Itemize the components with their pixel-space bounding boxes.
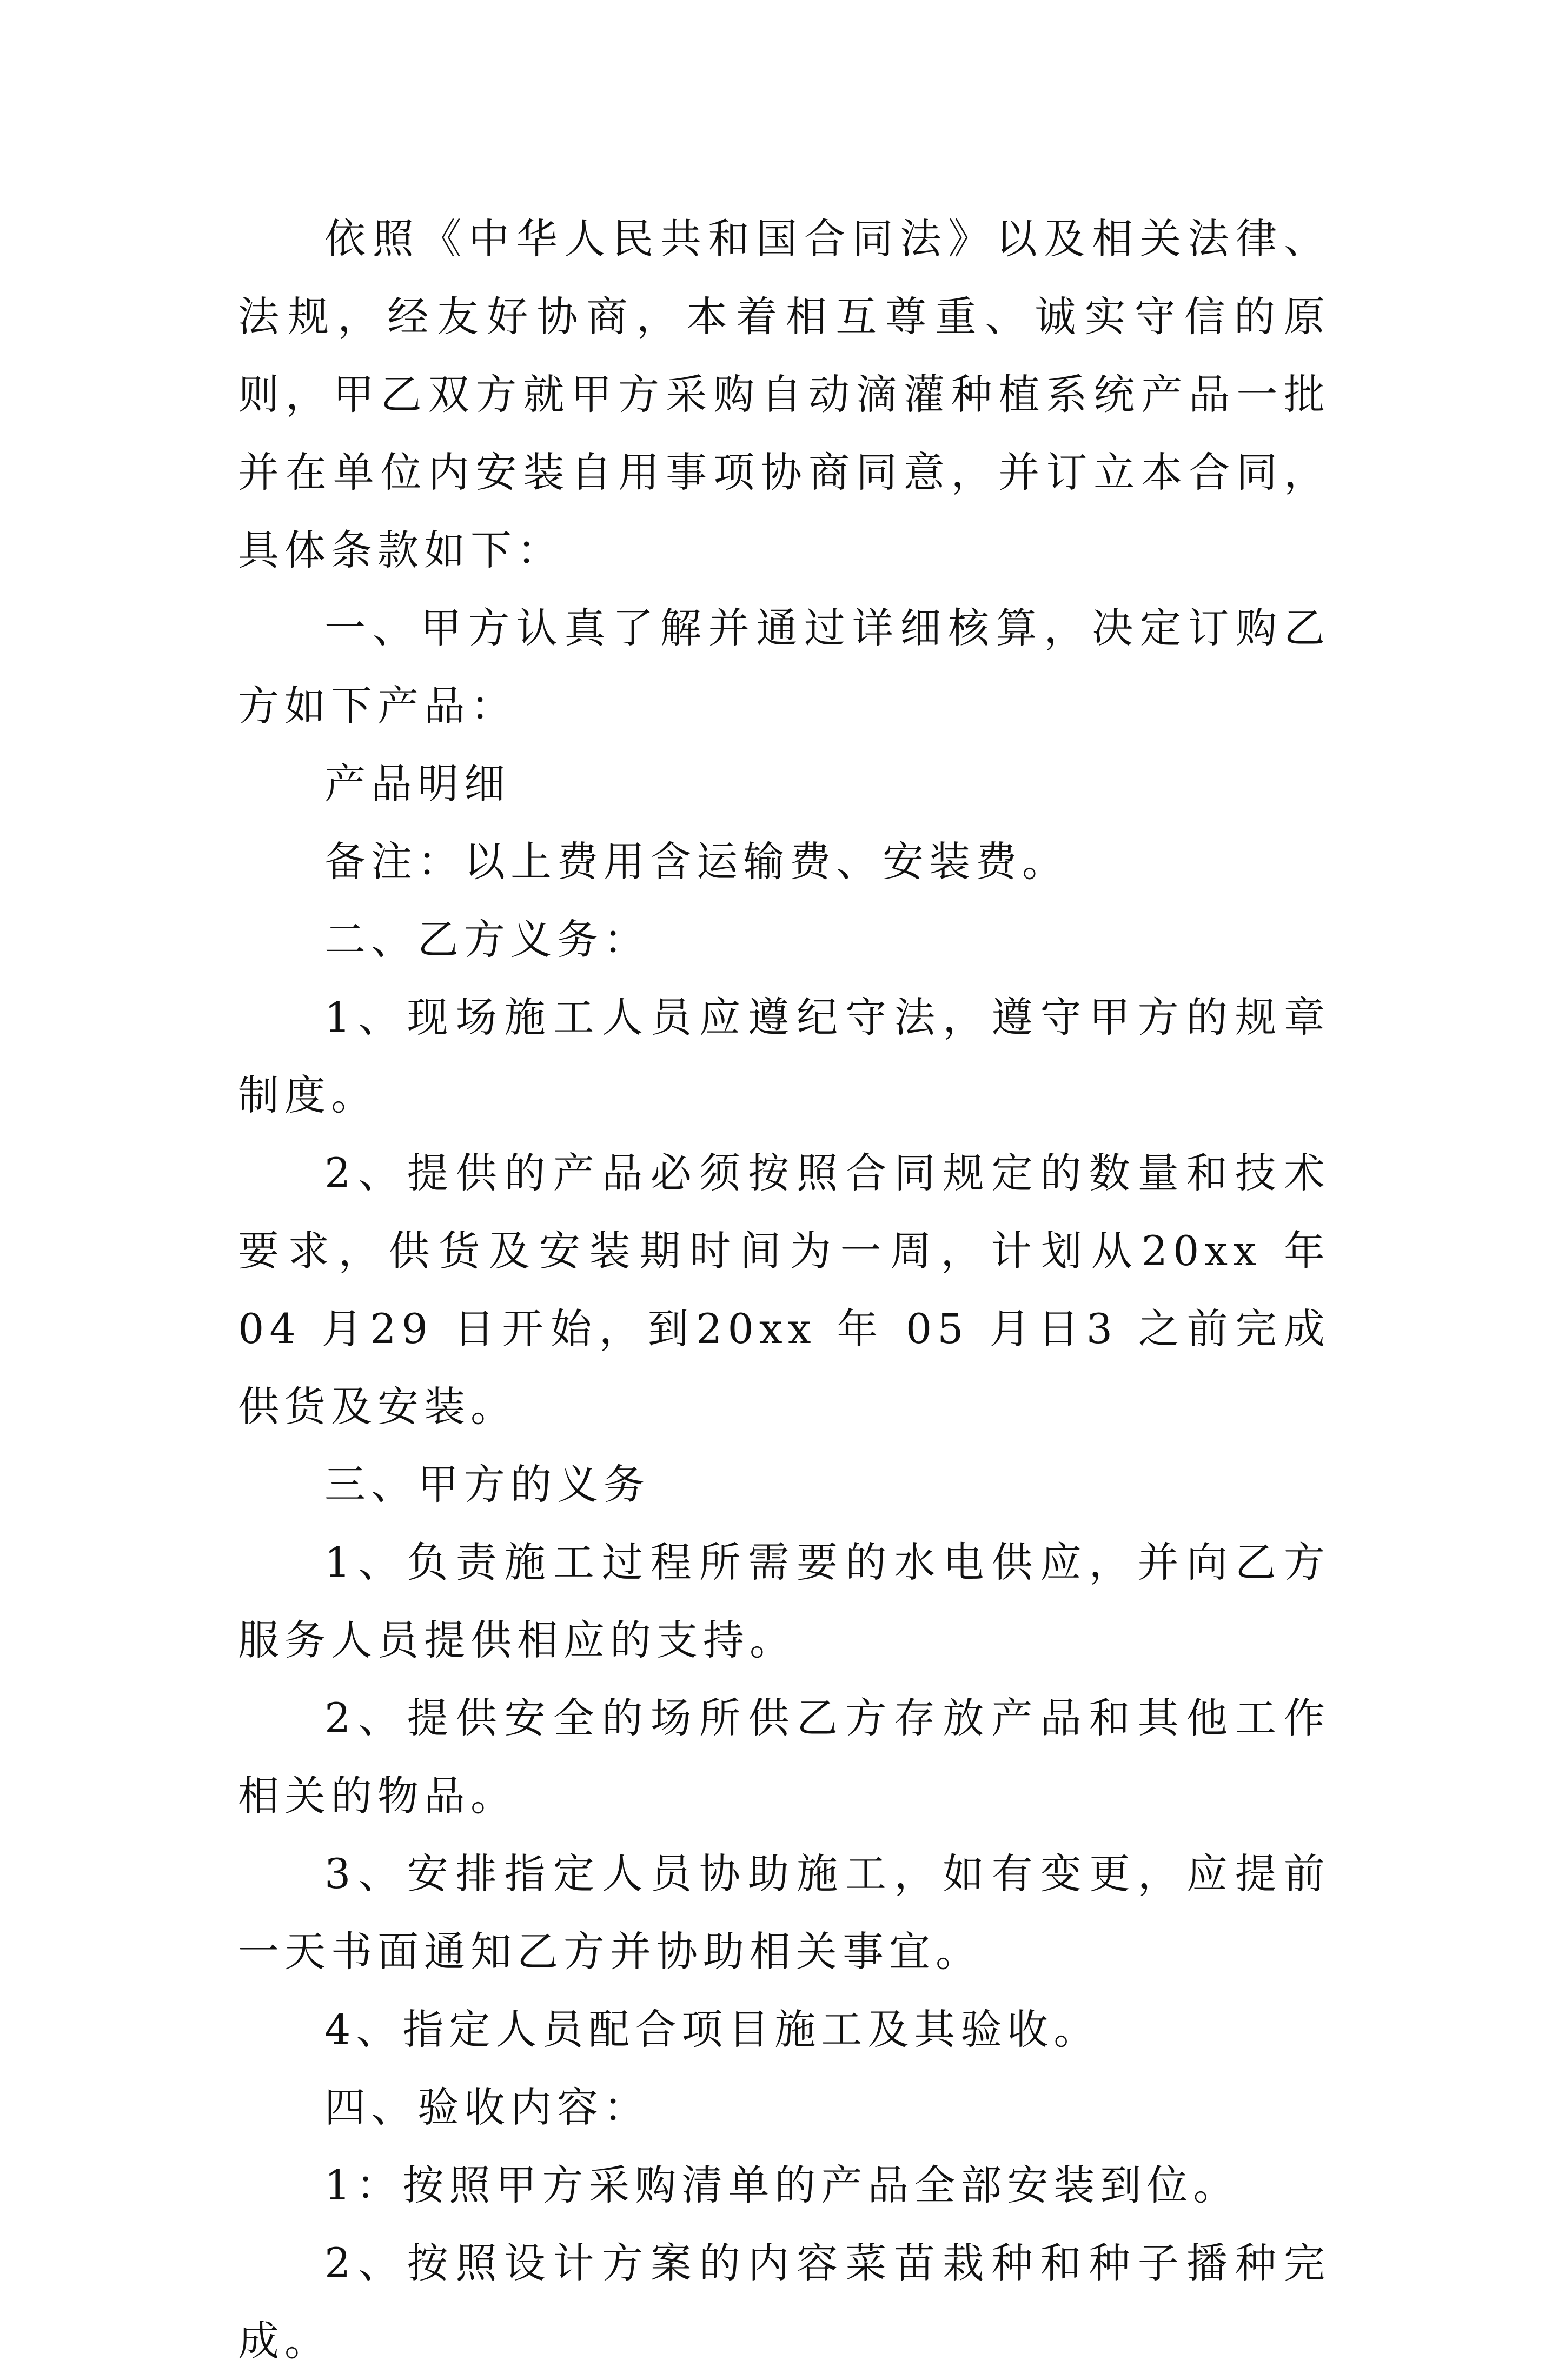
section-3-item-2: 2、提供安全的场所供乙方存放产品和其他工作相关的物品。: [238, 1694, 1330, 1820]
section-2-heading: 二、乙方义务：: [324, 915, 650, 963]
intro-paragraph: 依照《中华人民共和国合同法》以及相关法律、法规，经友好协商，本着相互尊重、诚实守信的原则，甲乙双方就甲方采购自动滴灌种植系统产品一批并在单位内安装自用事项协商同意，并订立本合同，具体条款如下：: [238, 215, 1330, 574]
section-1-paragraph: 一、甲方认真了解并通过详细核算，决定订购乙方如下产品：: [238, 604, 1330, 730]
section-4-item-2: 2、按照设计方案的内容菜苗栽种和种子播种完成。: [238, 2239, 1330, 2365]
remark-paragraph: 备注：以上费用含运输费、安装费。: [324, 837, 1069, 886]
product-detail-label: 产品明细: [324, 760, 510, 808]
section-2-item-1: 1、现场施工人员应遵纪守法，遵守甲方的规章制度。: [238, 993, 1330, 1119]
section-3-item-3: 3、安排指定人员协助施工，如有变更，应提前一天书面通知乙方并协助相关事宜。: [238, 1850, 1330, 1976]
section-4-heading: 四、验收内容：: [324, 2083, 650, 2131]
section-3-item-4: 4、指定人员配合项目施工及其验收。: [324, 2005, 1100, 2053]
section-2-item-2: 2、提供的产品必须按照合同规定的数量和技术要求，供货及安装期时间为一周，计划从20xx 年 04 月29 日开始，到20xx 年 05 月日3 之前完成供货及安装。: [238, 1149, 1330, 1431]
section-3-heading: 三、甲方的义务: [324, 1460, 650, 1508]
section-3-item-1: 1、负责施工过程所需要的水电供应，并向乙方服务人员提供相应的支持。: [238, 1538, 1330, 1664]
document-body: [238, 200, 1330, 2380]
section-4-item-1: 1：按照甲方采购清单的产品全部安装到位。: [324, 2161, 1240, 2209]
